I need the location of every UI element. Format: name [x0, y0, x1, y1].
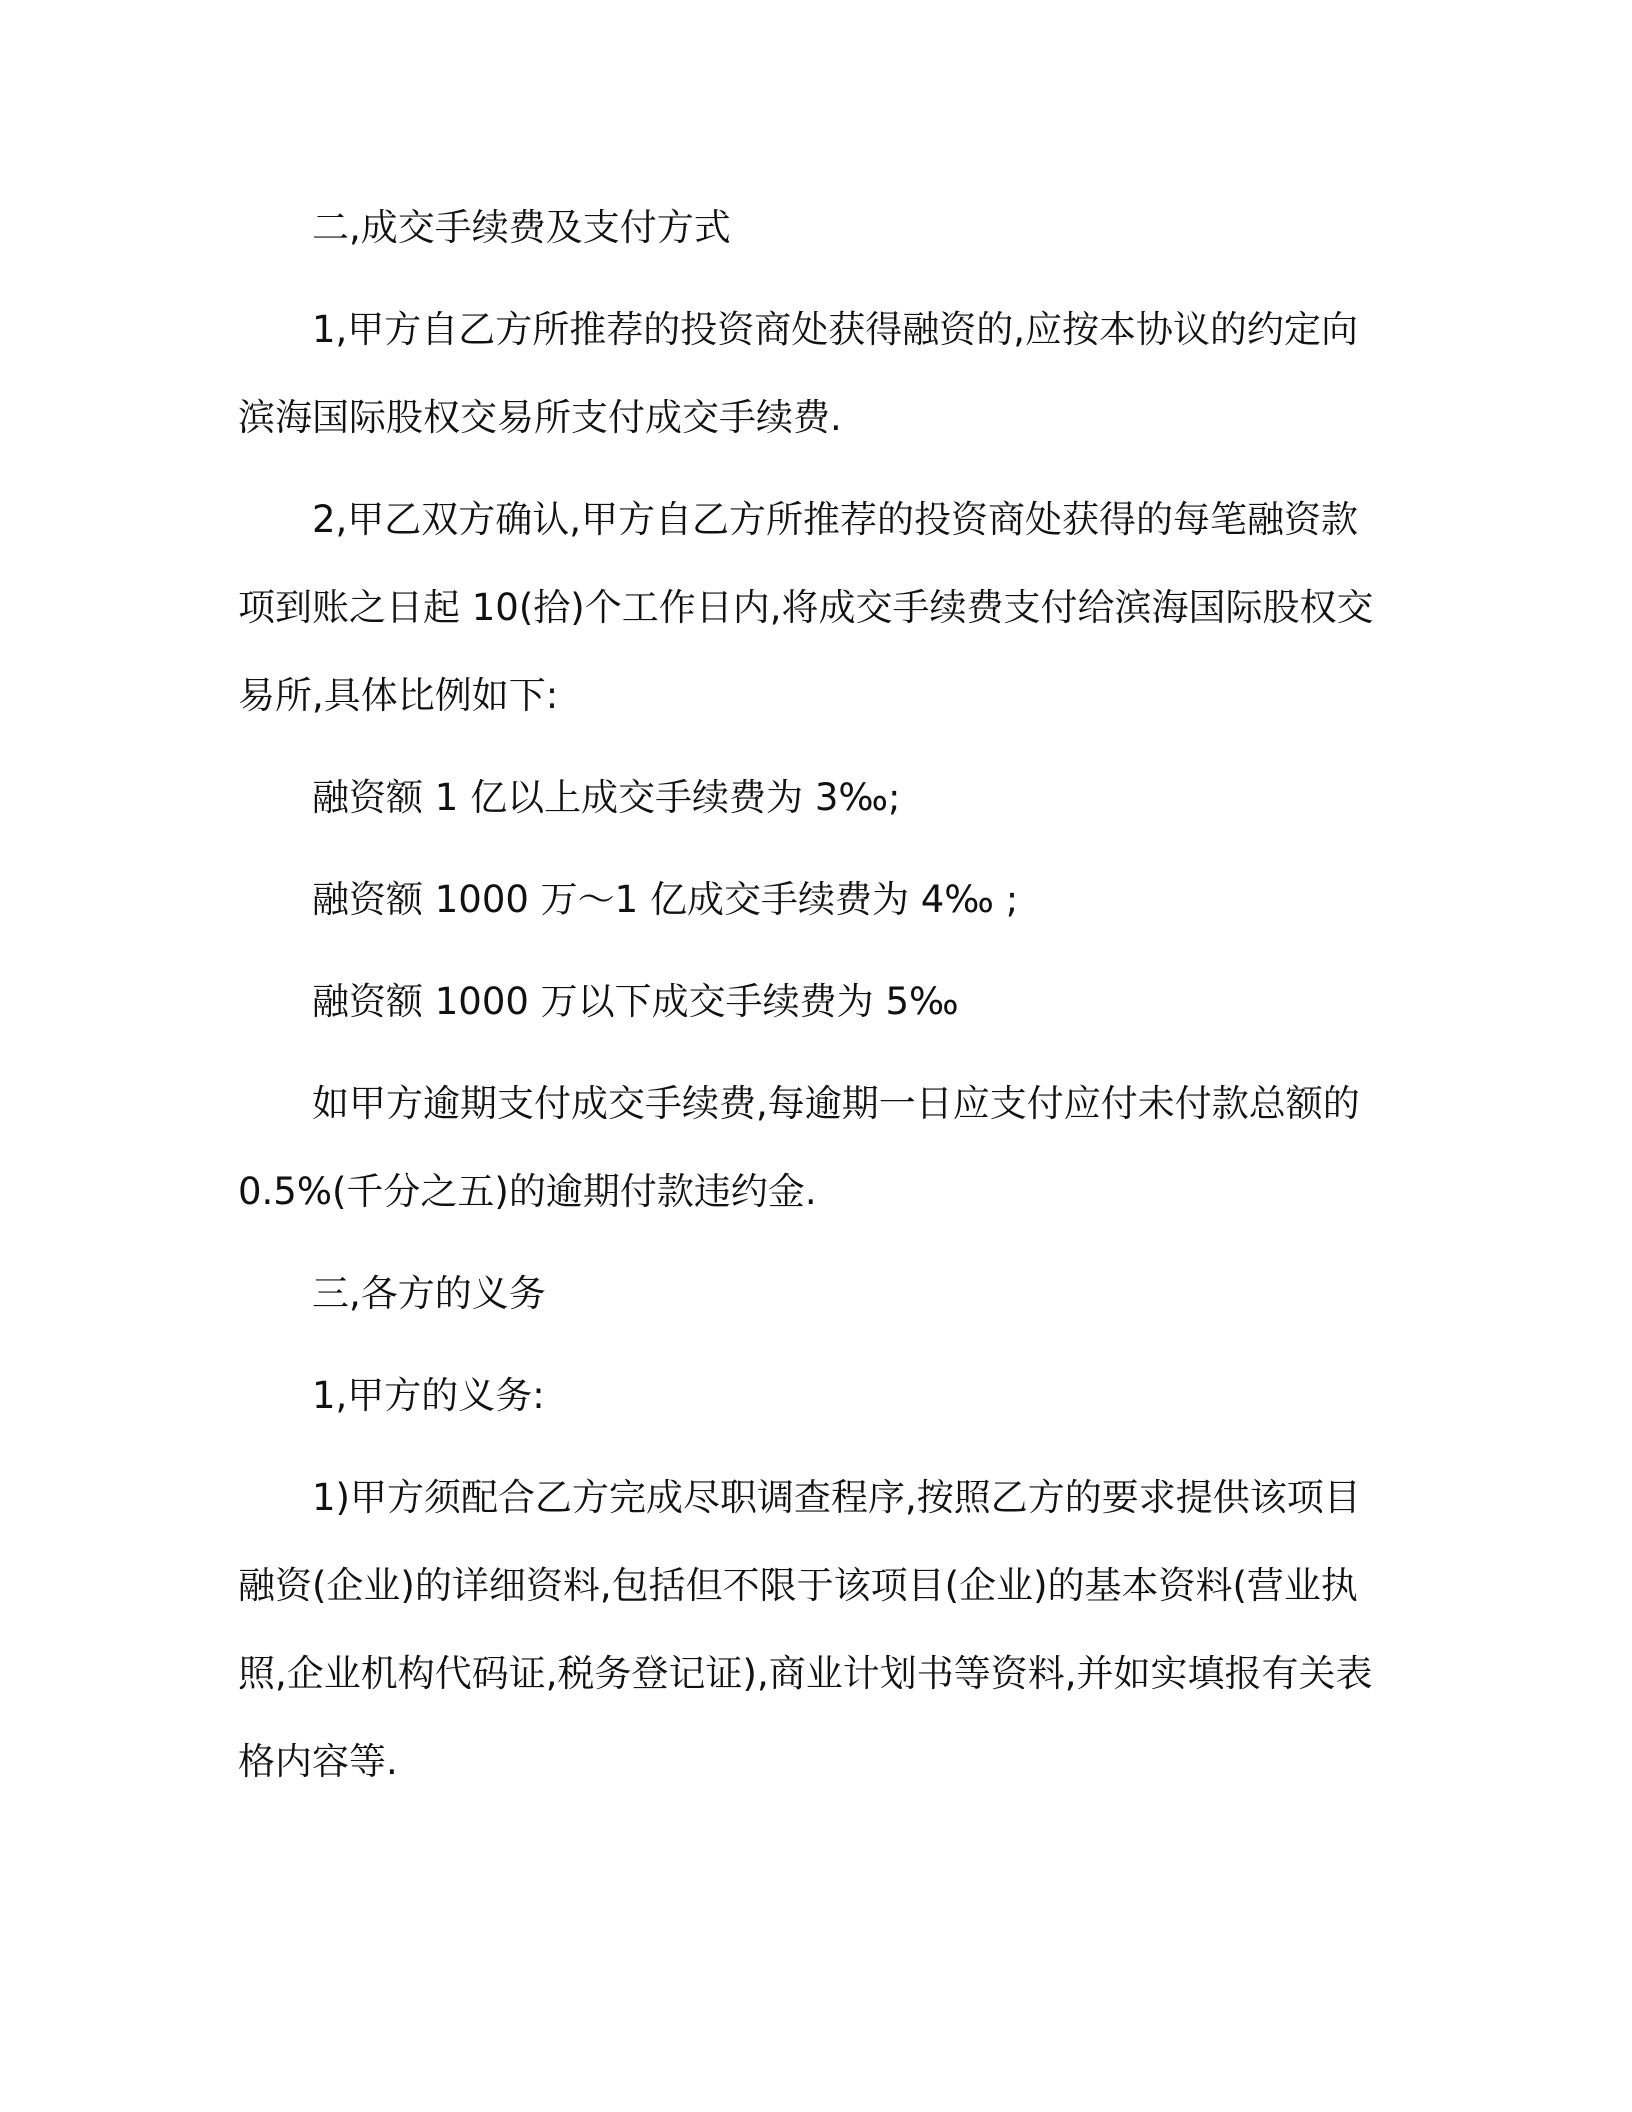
- subsection-party-a-obligations: 1,甲方的义务:: [312, 1374, 545, 1417]
- clause-fee-payment-terms: 2,甲乙双方确认,甲方自乙方所推荐的投资商处获得的每笔融资款项到账之日起 10(拾)个工作日内,将成交手续费支付给滨海国际股权交易所,具体比例如下:: [238, 498, 1374, 717]
- fee-rate-under-10m: 融资额 1000 万以下成交手续费为 5‰: [312, 980, 959, 1023]
- clause-party-a-due-diligence: 1)甲方须配合乙方完成尽职调查程序,按照乙方的要求提供该项目融资(企业)的详细资料,包括但不限于该项目(企业)的基本资料(营业执照,企业机构代码证,税务登记证),商业计划书等资料,并如实填报有关表格内容等.: [238, 1476, 1373, 1783]
- fee-rate-over-100m: 融资额 1 亿以上成交手续费为 3‰;: [312, 776, 901, 819]
- section-heading-fees: 二,成交手续费及支付方式: [312, 206, 731, 249]
- document-body: [238, 184, 1388, 1820]
- section-heading-obligations: 三,各方的义务: [312, 1272, 546, 1315]
- clause-late-penalty: 如甲方逾期支付成交手续费,每逾期一日应支付应付未付款总额的 0.5%(千分之五)的逾期付款违约金.: [238, 1082, 1360, 1213]
- fee-rate-10m-to-100m: 融资额 1000 万～1 亿成交手续费为 4‰ ;: [312, 878, 1019, 921]
- clause-fee-obligation: 1,甲方自乙方所推荐的投资商处获得融资的,应按本协议的约定向滨海国际股权交易所支付成交手续费.: [238, 308, 1359, 439]
